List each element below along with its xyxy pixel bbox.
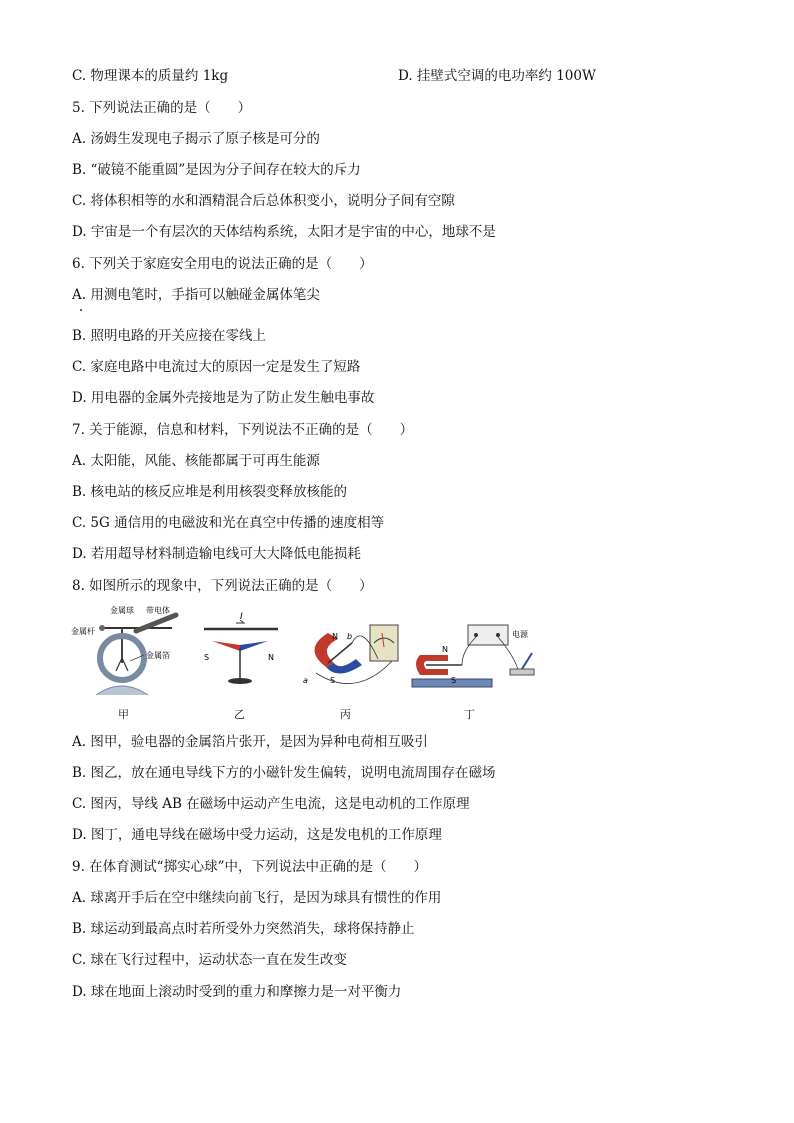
q9-option-d: D. 球在地面上滚动时受到的重力和摩擦力是一对平衡力 [72,984,402,1000]
q9-option-b: B. 球运动到最高点时若所受外力突然消失，球将保持静止 [72,921,415,937]
question-5: 5. 下列说法正确的是（ ） [72,100,252,116]
question-8-figure [66,603,546,723]
label-s: S [204,653,210,662]
caption-jia: 甲 [118,708,129,721]
caption-ding: 丁 [464,708,475,721]
label-s-motor: S [451,676,457,685]
electroscope-diagram [71,605,176,695]
question-7: 7. 关于能源，信息和材料，下列说法不正确的是（ ） [72,422,414,438]
label-current: I [240,612,243,622]
induction-diagram [303,625,398,685]
q7-option-a: A. 太阳能，风能、核能都属于可再生能源 [72,453,320,469]
q6-option-a: A. 用测电笔时，手指可以触碰金属体笔尖 [72,287,320,303]
q7-option-b: B. 核电站的核反应堆是利用核裂变释放核能的 [72,484,348,500]
label-foil: 金属箔 [146,651,170,660]
q8-option-b: B. 图乙，放在通电导线下方的小磁针发生偏转，说明电流周围存在磁场 [72,765,496,781]
label-s-magnet: S [330,676,336,685]
q6-option-b: B. 照明电路的开关应接在零线上 [72,328,267,344]
q8-option-d: D. 图丁，通电导线在磁场中受力运动，这是发电机的工作原理 [72,827,442,843]
q6-option-d: D. 用电器的金属外壳接地是为了防止发生触电事故 [72,390,375,406]
q9-option-c: C. 球在飞行过程中，运动状态一直在发生改变 [72,952,347,968]
question-9: 9. 在体育测试“掷实心球”中，下列说法中正确的是（ ） [72,859,427,875]
q9-option-a: A. 球离开手后在空中继续向前飞行，是因为球具有惯性的作用 [72,890,442,906]
question-8: 8. 如图所示的现象中，下列说法正确的是（ ） [72,578,373,594]
label-a: a [303,676,308,685]
option-c-q4: C. 物理课本的质量约 1kg [72,68,229,84]
q8-option-c: C. 图丙，导线 AB 在磁场中运动产生电流，这是电动机的工作原理 [72,796,470,812]
label-n-motor: N [442,645,448,654]
q8-option-a: A. 图甲，验电器的金属箔片张开，是因为异种电荷相互吸引 [72,734,428,750]
label-n: N [268,653,274,662]
q6-option-c: C. 家庭电路中电流过大的原因一定是发生了短路 [72,359,361,375]
q5-option-b: B. “破镜不能重圆”是因为分子间存在较大的斥力 [72,162,361,178]
stray-dot [80,309,82,311]
compass-diagram [204,612,278,684]
q5-option-a: A. 汤姆生发现电子揭示了原子核是可分的 [72,131,320,147]
label-b: b [347,632,353,641]
option-d-q4: D. 挂壁式空调的电功率约 100W [398,68,596,84]
caption-yi: 乙 [234,708,245,721]
label-power: 电源 [512,630,528,639]
label-ball: 金属球 [110,606,134,615]
caption-bing: 丙 [340,708,351,721]
question-6: 6. 下列关于家庭安全用电的说法正确的是（ ） [72,256,373,272]
label-n-magnet: N [332,632,338,641]
q7-option-c: C. 5G 通信用的电磁波和光在真空中传播的速度相等 [72,515,385,531]
q5-option-c: C. 将体积相等的水和酒精混合后总体积变小，说明分子间有空隙 [72,193,455,209]
q5-option-d: D. 宇宙是一个有层次的天体结构系统，太阳才是宇宙的中心，地球不是 [72,224,496,240]
label-charged-body: 带电体 [146,606,170,615]
label-rod: 金属杆 [71,627,95,636]
q7-option-d: D. 若用超导材料制造输电线可大大降低电能损耗 [72,546,361,562]
motor-diagram [412,625,534,687]
